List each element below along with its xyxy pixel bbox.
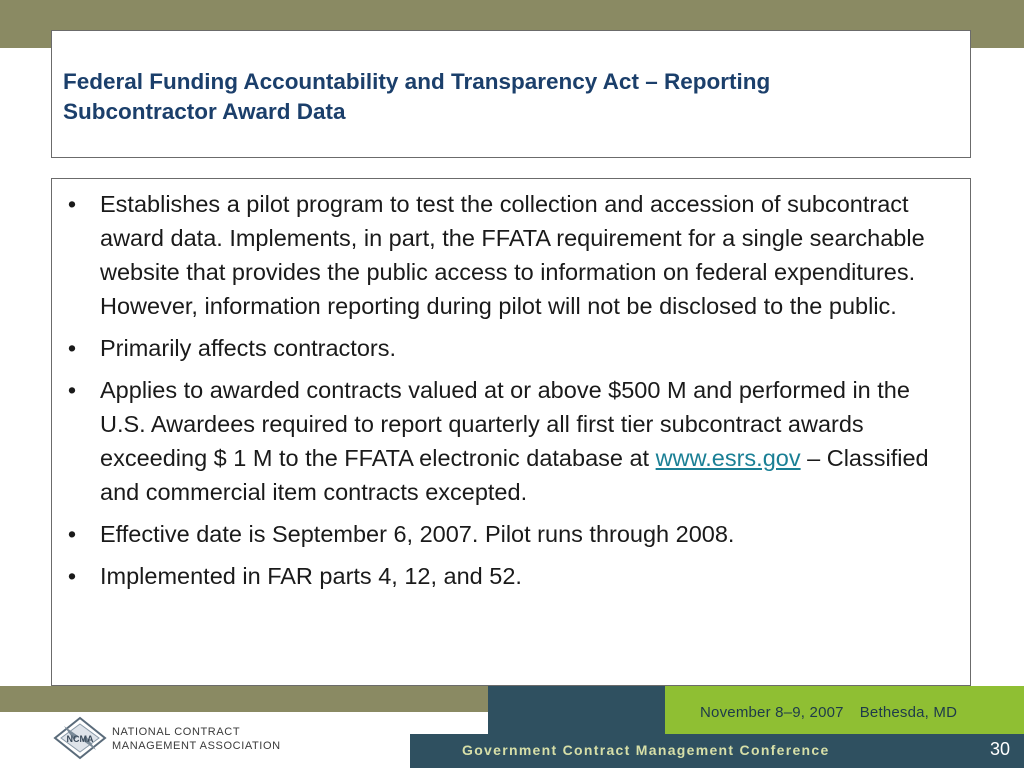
bullet-item xyxy=(52,373,957,509)
page-number: 30 xyxy=(989,739,1010,759)
org-name-line2: MANAGEMENT ASSOCIATION xyxy=(112,740,281,752)
logo-text: NCMA xyxy=(66,734,94,744)
ncma-logo-icon xyxy=(50,716,110,760)
slide-title-line1: Federal Funding Accountability and Transparency Act – Reporting xyxy=(63,69,771,94)
bullet-item xyxy=(52,517,957,551)
bullet-text: Effective date is September 6, 2007. Pilot runs through 2008. xyxy=(100,521,735,547)
bullet-text: Establishes a pilot program to test the collection and accession of subcontract award data. Implements, in part, the FFATA requirement for a single searchable website that provides the public access to information on federal expenditures. However, information reporting during pilot will not be disclosed to the public. xyxy=(100,191,925,319)
bullet-text-before-link: Applies to awarded contracts valued at or above $500 M and performed in the U.S. Awardees required to report quarterly all first tier subcontract awards exceeding $ 1 M to the FFATA electronic database at xyxy=(100,377,910,471)
slide-title xyxy=(63,67,963,127)
bullet-text: Implemented in FAR parts 4, 12, and 52. xyxy=(100,563,522,589)
bullet-icon: • xyxy=(67,335,77,361)
footer-olive-strip xyxy=(0,686,488,712)
footer-dark-strip xyxy=(488,686,665,712)
bullet-text: Primarily affects contractors. xyxy=(100,335,397,361)
bullet-icon: • xyxy=(67,191,77,217)
bullet-list xyxy=(52,187,957,593)
content-box xyxy=(51,178,971,686)
conference-date-location xyxy=(700,704,957,721)
conference-location: Bethesda, MD xyxy=(859,704,958,721)
bullet-item xyxy=(52,559,957,593)
footer-dark-join xyxy=(488,712,665,734)
footer-white-notch xyxy=(410,712,488,734)
org-name-line1: NATIONAL CONTRACT xyxy=(112,726,241,738)
bullet-item xyxy=(52,331,957,365)
bullet-text-after-link: – Classified and commercial item contracts excepted. xyxy=(100,445,929,505)
bullet-icon: • xyxy=(67,563,77,589)
title-box xyxy=(51,30,971,158)
conference-name: Government Contract Management Conference xyxy=(462,742,830,758)
bullet-item xyxy=(52,187,957,323)
conference-date: November 8–9, 2007 xyxy=(700,704,844,721)
bullet-icon: • xyxy=(67,377,77,403)
organization-name xyxy=(112,725,281,753)
slide-title-line2: Subcontractor Award Data xyxy=(63,99,346,124)
bullet-icon: • xyxy=(67,521,77,547)
esrs-link[interactable]: www.esrs.gov xyxy=(655,445,801,471)
